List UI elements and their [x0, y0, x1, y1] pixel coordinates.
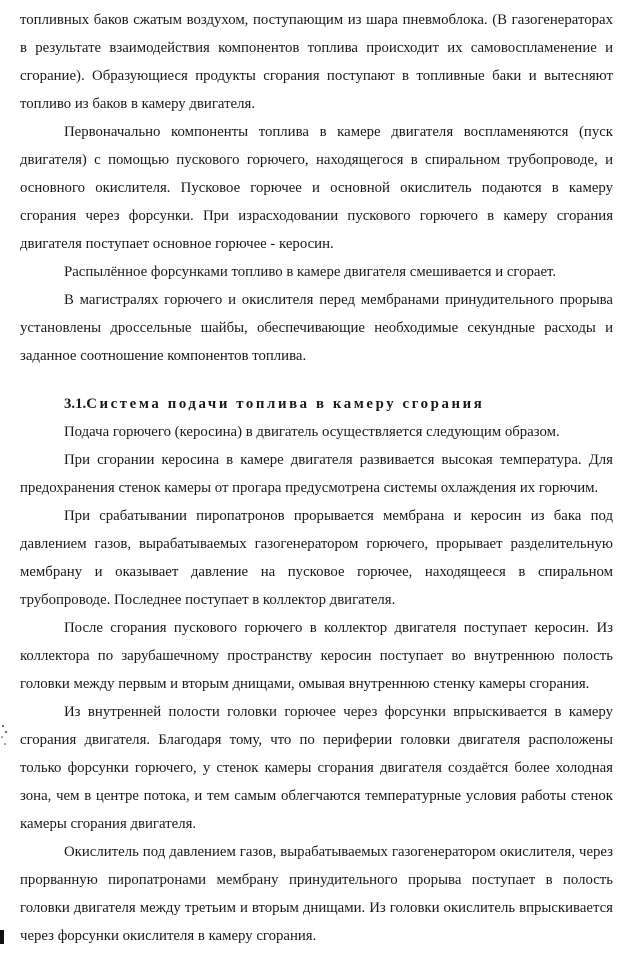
- paragraph-injectors: Из внутренней полости головки горючее через форсунки впрыскивается в камеру сгорания двигателя. Благодаря тому, что по периферии головки двигателя расположены только форсунки горючего, у стенок камеры сгорания двигателя создаётся более холодная зона, чем в центре потока, и тем самым облегчаются температурные условия работы стенок камеры сгорания двигателя.: [20, 704, 613, 832]
- section-number: 3.1.: [64, 396, 87, 412]
- section-heading: [20, 390, 613, 418]
- paragraph-collector: После сгорания пускового горючего в коллектор двигателя поступает керосин. Из коллектора по зарубашечному пространству керосин поступает во внутреннюю полость головки между первым и вторым днищами, омывая внутреннюю стенку камеры сгорания.: [20, 620, 613, 692]
- paragraph-throttle-washers: В магистралях горючего и окислителя перед мембранами принудительного прорыва установлены дроссельные шайбы, обеспечивающие необходимые секундные расходы и заданное соотношение компонентов топлива.: [20, 292, 613, 364]
- paragraph-cooling: При сгорании керосина в камере двигателя развивается высокая температура. Для предохранения стенок камеры от прогара предусмотрена системы охлаждения их горючим.: [20, 452, 613, 496]
- section-title: Система подачи топлива в камеру сгорания: [86, 396, 485, 412]
- paragraph-oxidizer: Окислитель под давлением газов, вырабатываемых газогенератором окислителя, через прорванную пиропатронами мембрану принудительного прорыва поступает в полость головки двигателя между третьим и вторым днищами. Из головки окислитель впрыскивается через форсунки окислителя в камеру сгорания.: [20, 844, 613, 944]
- paragraph-squibs: При срабатывании пиропатронов прорывается мембрана и керосин из бака под давлением газов, вырабатываемых газогенератором горючего, прорывает разделительную мембрану и оказывает давление на пусковое горючее, находящееся в спиральном трубопроводе. Последнее поступает в коллектор двигателя.: [20, 508, 613, 608]
- paragraph-ignition: Первоначально компоненты топлива в камере двигателя воспламеняются (пуск двигателя) с помощью пускового горючего, находящегося в спиральном трубопроводе, и основного окислителя. Пусковое горючее и основной окислитель подаются в камеру сгорания через форсунки. При израсходовании пускового горючего в камеру сгорания двигателя поступает основное горючее - керосин.: [20, 124, 613, 252]
- paragraph-mixing: Распылённое форсунками топливо в камере двигателя смешивается и сгорает.: [64, 264, 557, 280]
- scan-speck-mark: [0, 720, 10, 750]
- paragraph-continuation: топливных баков сжатым воздухом, поступающим из шара пневмоблока. (В газогенераторах в результате взаимодействия компонентов топлива происходит их самовоспламенение и сгорание). Образующиеся продукты сгорания поступают в топливные баки и вытесняют топливо из баков в камеру двигателя.: [20, 12, 613, 112]
- scan-edge-mark: [0, 930, 4, 944]
- paragraph-fuel-supply: Подача горючего (керосина) в двигатель осуществляется следующим образом.: [64, 424, 560, 440]
